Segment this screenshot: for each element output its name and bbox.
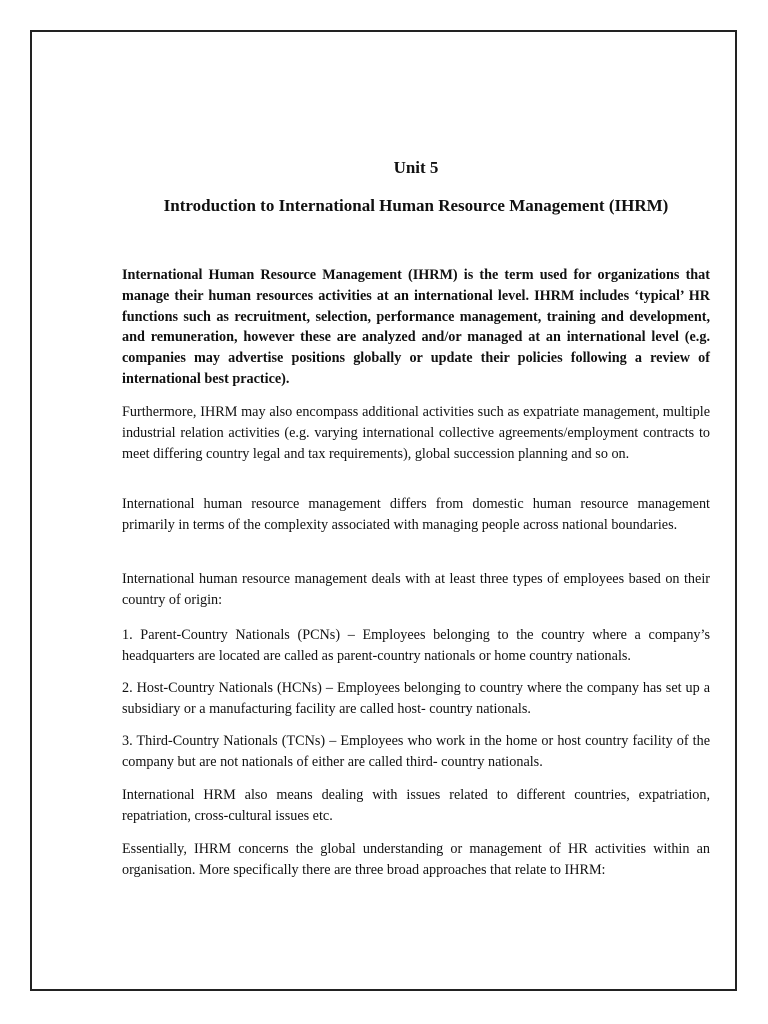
list-item-tcn: 3. Third-Country Nationals (TCNs) – Employees who work in the home or host country facility of the company but are not nationals of either are called third- country nationals. (122, 733, 710, 770)
list-item-pcn: 1. Parent-Country Nationals (PCNs) – Employees belonging to the country where a company’s headquarters are located are called as parent-country nationals or home country nationals. (122, 627, 710, 664)
unit-title: Unit 5 (393, 158, 439, 177)
list-item-hcn: 2. Host-Country Nationals (HCNs) – Employees belonging to country where the company has set up a subsidiary or a manufacturing facility are called host- country nationals. (122, 680, 710, 717)
approaches-paragraph: Essentially, IHRM concerns the global understanding or management of HR activities within an organisation. More specifically there are three broad approaches that relate to IHRM: (122, 841, 710, 878)
differs-paragraph: International human resource management differs from domestic human resource management primarily in terms of the complexity associated with managing people across national boundaries. (122, 496, 710, 533)
ihrm-issues-paragraph: International HRM also means dealing with issues related to different countries, expatriation, repatriation, cross-cultural issues etc. (122, 787, 710, 824)
furthermore-paragraph: Furthermore, IHRM may also encompass additional activities such as expatriate management, multiple industrial relation activities (e.g. varying international collective agreements/employment contracts to meet differing country legal and tax requirements), global succession planning and so on. (122, 404, 710, 462)
page-frame (30, 30, 737, 991)
intro-paragraph: International Human Resource Management (IHRM) is the term used for organizations that manage their human resources activities at an international level. IHRM includes ‘typical’ HR functions such as recruitment, selection, performance management, training and development, and remuneration, however these are analyzed and/or managed at an international level (e.g. companies may advertise positions globally or update their policies following a review of international best practice). (122, 267, 710, 387)
page-title: Introduction to International Human Resource Management (IHRM) (163, 196, 669, 215)
employee-types-intro-paragraph: International human resource management deals with at least three types of employees based on their country of origin: (122, 571, 710, 608)
